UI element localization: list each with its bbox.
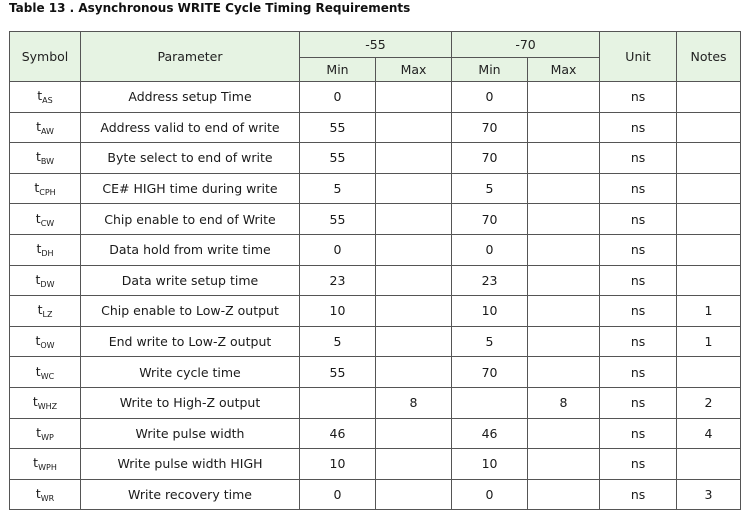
symbol-subscript: WPH — [38, 463, 57, 473]
table-row — [10, 143, 741, 174]
min-55-cell: 0 — [300, 82, 376, 113]
table-row — [10, 387, 741, 418]
notes-cell: 2 — [677, 387, 741, 418]
min-55-cell — [300, 387, 376, 418]
symbol-base: t — [35, 333, 41, 349]
min-70-cell: 70 — [452, 204, 528, 235]
min-55-cell: 10 — [300, 449, 376, 480]
parameter-cell: Address valid to end of write — [81, 112, 300, 143]
min-70-cell: 70 — [452, 112, 528, 143]
min-70-cell: 0 — [452, 479, 528, 510]
notes-cell — [677, 265, 741, 296]
unit-cell: ns — [600, 418, 677, 449]
symbol-subscript: DW — [40, 279, 55, 289]
notes-cell — [677, 82, 741, 113]
unit-cell: ns — [600, 479, 677, 510]
header-grade-55: -55 — [300, 32, 452, 58]
min-70-cell: 0 — [452, 82, 528, 113]
table-row — [10, 449, 741, 480]
timing-table — [9, 31, 741, 510]
unit-cell: ns — [600, 112, 677, 143]
max-70-cell — [528, 418, 600, 449]
symbol-base: t — [36, 118, 41, 134]
unit-cell: ns — [600, 387, 677, 418]
min-70-cell: 70 — [452, 357, 528, 388]
symbol-cell — [10, 234, 81, 265]
min-55-cell: 5 — [300, 173, 376, 204]
parameter-cell: Write pulse width — [81, 418, 300, 449]
symbol-base: t — [37, 302, 43, 318]
symbol-cell — [10, 265, 81, 296]
header-grade-70: -70 — [452, 32, 600, 58]
symbol-cell — [10, 326, 81, 357]
min-55-cell: 55 — [300, 143, 376, 174]
table-row — [10, 479, 741, 510]
min-55-cell: 23 — [300, 265, 376, 296]
parameter-cell: CE# HIGH time during write — [81, 173, 300, 204]
max-70-cell — [528, 143, 600, 174]
notes-cell — [677, 234, 741, 265]
max-70-cell — [528, 265, 600, 296]
parameter-cell: Write recovery time — [81, 479, 300, 510]
header-unit: Unit — [600, 32, 677, 82]
min-70-cell: 5 — [452, 173, 528, 204]
symbol-base: t — [37, 88, 43, 104]
notes-cell: 3 — [677, 479, 741, 510]
notes-cell: 1 — [677, 326, 741, 357]
table-row — [10, 296, 741, 327]
symbol-cell — [10, 449, 81, 480]
notes-cell — [677, 357, 741, 388]
max-55-cell — [376, 296, 452, 327]
table-row — [10, 204, 741, 235]
parameter-cell: Data write setup time — [81, 265, 300, 296]
symbol-subscript: CPH — [39, 188, 56, 198]
unit-cell: ns — [600, 296, 677, 327]
parameter-cell: Chip enable to Low-Z output — [81, 296, 300, 327]
symbol-cell — [10, 112, 81, 143]
symbol-cell — [10, 82, 81, 113]
max-70-cell — [528, 296, 600, 327]
parameter-cell: Data hold from write time — [81, 234, 300, 265]
max-70-cell — [528, 112, 600, 143]
min-70-cell: 23 — [452, 265, 528, 296]
table-body — [10, 82, 741, 510]
min-55-cell: 55 — [300, 112, 376, 143]
min-55-cell: 55 — [300, 357, 376, 388]
symbol-subscript: OW — [40, 341, 55, 351]
unit-cell: ns — [600, 265, 677, 296]
max-55-cell — [376, 479, 452, 510]
unit-cell: ns — [600, 82, 677, 113]
table-row — [10, 112, 741, 143]
symbol-subscript: AS — [42, 96, 53, 106]
max-55-cell — [376, 357, 452, 388]
table-row — [10, 173, 741, 204]
parameter-cell: Byte select to end of write — [81, 143, 300, 174]
min-55-cell: 10 — [300, 296, 376, 327]
parameter-cell: Write cycle time — [81, 357, 300, 388]
table-row — [10, 357, 741, 388]
notes-cell — [677, 143, 741, 174]
min-70-cell: 5 — [452, 326, 528, 357]
max-55-cell — [376, 143, 452, 174]
max-55-cell — [376, 234, 452, 265]
parameter-cell: Chip enable to end of Write — [81, 204, 300, 235]
max-55-cell — [376, 326, 452, 357]
max-55-cell — [376, 173, 452, 204]
symbol-cell — [10, 143, 81, 174]
symbol-base: t — [35, 486, 41, 502]
table-row — [10, 234, 741, 265]
symbol-base: t — [36, 241, 42, 257]
table-row — [10, 326, 741, 357]
symbol-subscript: CW — [40, 218, 55, 228]
table-row — [10, 82, 741, 113]
max-55-cell — [376, 418, 452, 449]
symbol-subscript: WHZ — [37, 402, 58, 412]
notes-cell: 1 — [677, 296, 741, 327]
max-70-cell — [528, 234, 600, 265]
symbol-subscript: WR — [40, 494, 55, 504]
notes-cell — [677, 112, 741, 143]
unit-cell: ns — [600, 234, 677, 265]
min-70-cell: 0 — [452, 234, 528, 265]
symbol-cell — [10, 173, 81, 204]
max-55-cell — [376, 204, 452, 235]
notes-cell — [677, 204, 741, 235]
parameter-cell: Write to High-Z output — [81, 387, 300, 418]
parameter-cell: End write to Low-Z output — [81, 326, 300, 357]
notes-cell: 4 — [677, 418, 741, 449]
symbol-base: t — [33, 455, 39, 471]
symbol-base: t — [35, 149, 41, 165]
min-70-cell: 10 — [452, 296, 528, 327]
min-70-cell — [452, 387, 528, 418]
header-min-55: Min — [300, 58, 376, 82]
symbol-subscript: WC — [40, 371, 55, 381]
symbol-cell — [10, 418, 81, 449]
min-55-cell: 0 — [300, 479, 376, 510]
header-symbol: Symbol — [10, 32, 81, 82]
parameter-cell: Address setup Time — [81, 82, 300, 113]
symbol-subscript: LZ — [42, 310, 53, 320]
unit-cell: ns — [600, 357, 677, 388]
min-55-cell: 55 — [300, 204, 376, 235]
min-55-cell: 46 — [300, 418, 376, 449]
table-title: Table 13 . Asynchronous WRITE Cycle Timing Requirements — [9, 1, 411, 15]
symbol-subscript: BW — [40, 157, 55, 167]
header-max-55: Max — [376, 58, 452, 82]
max-55-cell — [376, 112, 452, 143]
max-55-cell — [376, 82, 452, 113]
symbol-subscript: WP — [41, 432, 54, 442]
header-notes: Notes — [677, 32, 741, 82]
parameter-cell: Write pulse width HIGH — [81, 449, 300, 480]
unit-cell: ns — [600, 204, 677, 235]
max-55-cell: 8 — [376, 387, 452, 418]
min-55-cell: 5 — [300, 326, 376, 357]
max-70-cell — [528, 204, 600, 235]
max-70-cell — [528, 479, 600, 510]
max-55-cell — [376, 449, 452, 480]
max-70-cell — [528, 82, 600, 113]
max-70-cell — [528, 357, 600, 388]
header-max-70: Max — [528, 58, 600, 82]
symbol-base: t — [35, 271, 41, 287]
unit-cell: ns — [600, 173, 677, 204]
symbol-subscript: AW — [40, 126, 54, 136]
symbol-subscript: DH — [41, 249, 54, 259]
notes-cell — [677, 173, 741, 204]
max-70-cell — [528, 326, 600, 357]
min-70-cell: 46 — [452, 418, 528, 449]
table-row — [10, 265, 741, 296]
max-70-cell: 8 — [528, 387, 600, 418]
unit-cell: ns — [600, 326, 677, 357]
symbol-cell — [10, 387, 81, 418]
symbol-base: t — [35, 210, 41, 226]
table-row — [10, 418, 741, 449]
max-55-cell — [376, 265, 452, 296]
symbol-base: t — [36, 424, 42, 440]
symbol-cell — [10, 357, 81, 388]
symbol-cell — [10, 204, 81, 235]
symbol-base: t — [34, 180, 40, 196]
min-70-cell: 10 — [452, 449, 528, 480]
header-min-70: Min — [452, 58, 528, 82]
symbol-base: t — [32, 394, 38, 410]
unit-cell: ns — [600, 143, 677, 174]
min-55-cell: 0 — [300, 234, 376, 265]
symbol-cell — [10, 296, 81, 327]
max-70-cell — [528, 173, 600, 204]
unit-cell: ns — [600, 449, 677, 480]
symbol-base: t — [35, 363, 41, 379]
header-parameter: Parameter — [81, 32, 300, 82]
notes-cell — [677, 449, 741, 480]
max-70-cell — [528, 449, 600, 480]
symbol-cell — [10, 479, 81, 510]
min-70-cell: 70 — [452, 143, 528, 174]
